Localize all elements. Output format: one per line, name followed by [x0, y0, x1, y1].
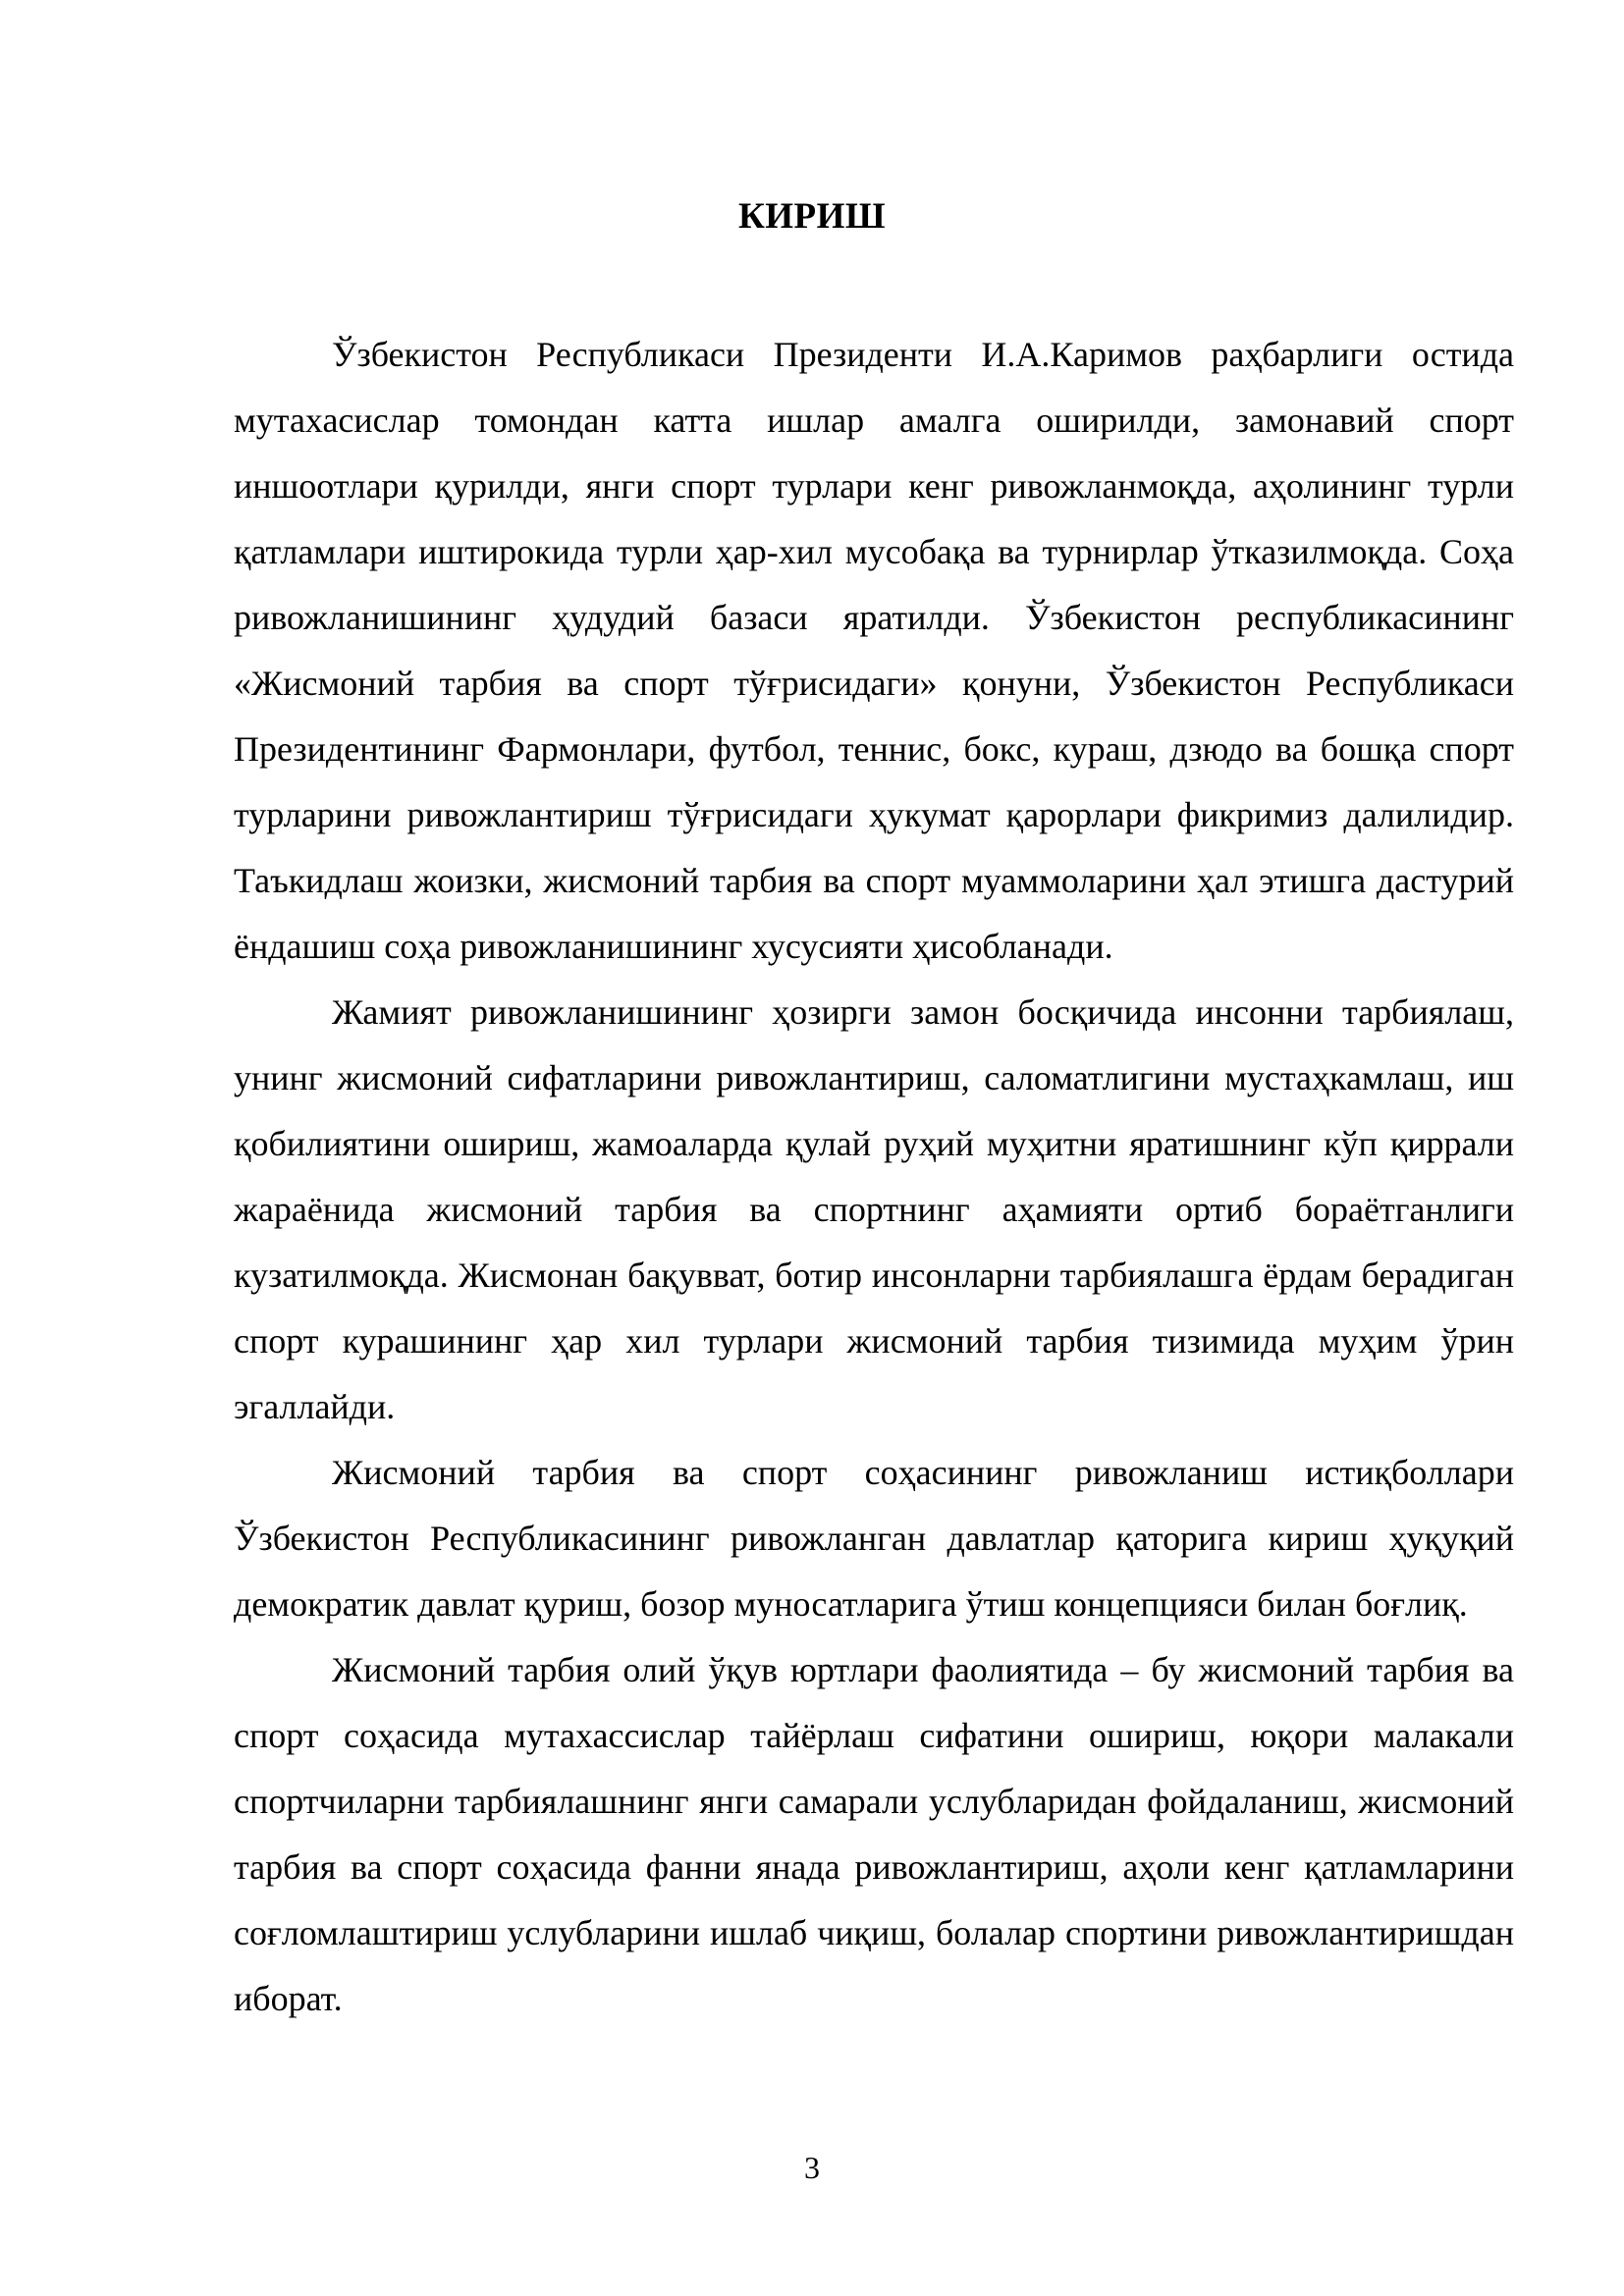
- paragraph-3: Жисмоний тарбия ва спорт соҳасининг ривожланиш истиқболлари Ўзбекистон Республикасининг ривожланган давлатлар қаторига кириш ҳуқуқий демократик давлат қуриш, бозор муносатларига ўтиш концепцияси билан боғлиқ.: [234, 1453, 1514, 1624]
- page-number: 3: [804, 2150, 820, 2185]
- paragraph-2: Жамият ривожланишининг ҳозирги замон босқичида инсонни тарбиялаш, унинг жисмоний сифатларини ривожлантириш, саломатлигини мустаҳкамлаш, иш қобилиятини ошириш, жамоаларда қулай руҳий муҳитни яратишнинг кўп қиррали жараёнида жисмоний тарбия ва спортнинг аҳамияти ортиб бораётганлиги кузатилмоқда. Жисмонан бақувват, ботир инсонларни тарбиялашга ёрдам берадиган спорт курашининг ҳар хил турлари жисмоний тарбия тизимида муҳим ўрин эгаллайди.: [234, 992, 1514, 1426]
- paragraph-1: Ўзбекистон Республикаси Президенти И.А.Каримов раҳбарлиги остида мутахасислар томондан катта ишлар амалга оширилди, замонавий спорт иншоотлари қурилди, янги спорт турлари кенг ривожланмоқда, аҳолининг турли қатламлари иштирокида турли ҳар-хил мусобақа ва турнирлар ўтказилмоқда. Соҳа ривожланишининг ҳудудий базаси яратилди. Ўзбекистон республикасининг «Жисмоний тарбия ва спорт тўғрисидаги» қонуни, Ўзбекистон Республикаси Президентининг Фармонлари, футбол, теннис, бокс, кураш, дзюдо ва бошқа спорт турларини ривожлантириш тўғрисидаги ҳукумат қарорлари фикримиз далилидир. Таъкидлаш жоизки, жисмоний тарбия ва спорт муаммоларини ҳал этишга дастурий ёндашиш соҳа ривожланишининг хусусияти ҳисобланади.: [234, 335, 1514, 966]
- body-text: [234, 322, 1514, 2032]
- paragraph-4: Жисмоний тарбия олий ўқув юртлари фаолиятида – бу жисмоний тарбия ва спорт соҳасида мутахассислар тайёрлаш сифатини ошириш, юқори малакали спортчиларни тарбиялашнинг янги самарали услубларидан фойдаланиш, жисмоний тарбия ва спорт соҳасида фанни янада ривожлантириш, аҳоли кенг қатламларини соғломлаштириш услубларини ишлаб чиқиш, болалар спортини ривожлантиришдан иборат.: [234, 1650, 1514, 2018]
- page-title: КИРИШ: [737, 196, 887, 237]
